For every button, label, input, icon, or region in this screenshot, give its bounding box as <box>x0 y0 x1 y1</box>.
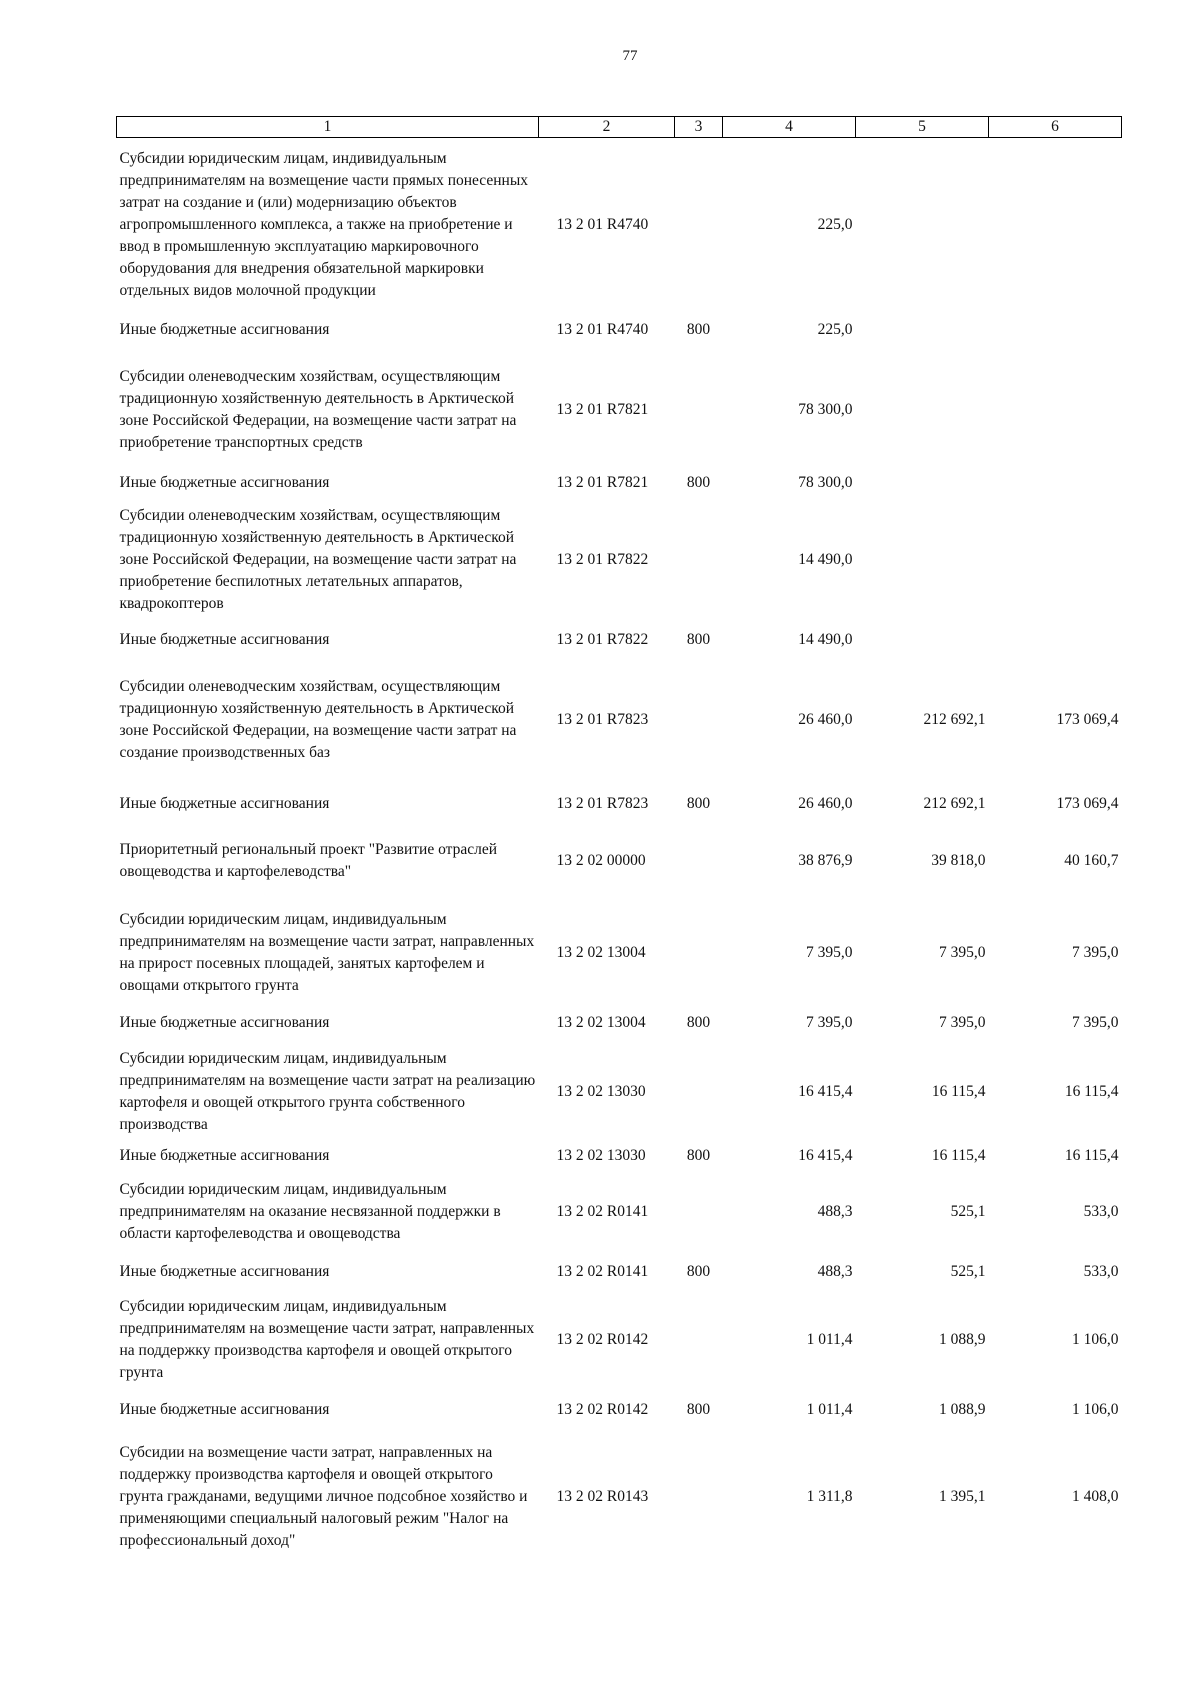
row-value-col5: 16 115,4 <box>931 1146 986 1164</box>
row-value-col5: 7 395,0 <box>939 943 986 961</box>
row-name: Субсидии юридическим лицам, индивидуальным предпринимателям на оказание несвязанной поддержки в области картофелеводства и овощеводства <box>119 1180 501 1242</box>
header-col-2: 2 <box>539 117 675 138</box>
row-expense-type: 800 <box>686 1146 711 1164</box>
row-code: 13 2 02 13030 <box>556 1082 646 1100</box>
row-name: Субсидии юридическим лицам, индивидуальным предпринимателям на возмещение части затрат на реализацию картофеля и овощей открытого грунта собственного производства <box>119 1049 536 1133</box>
row-code: 13 2 02 R0143 <box>556 1487 649 1505</box>
row-name: Иные бюджетные ассигнования <box>119 1400 330 1418</box>
row-name: Иные бюджетные ассигнования <box>119 630 330 648</box>
row-expense-type <box>675 654 723 786</box>
row-name: Субсидии юридическим лицам, индивидуальным предпринимателям на возмещение части затрат, направленных на поддержку производства картофеля и овощей открытого грунта <box>119 1297 535 1381</box>
row-value-col5 <box>856 494 989 626</box>
row-code: 13 2 02 R0141 <box>556 1262 649 1280</box>
row-code: 13 2 02 13030 <box>556 1146 646 1164</box>
row-expense-type: 800 <box>686 794 711 812</box>
row-value-col6: 533,0 <box>1083 1262 1119 1280</box>
row-value-col4: 26 460,0 <box>798 794 853 812</box>
row-expense-type <box>675 900 723 1006</box>
row-expense-type: 800 <box>686 473 711 491</box>
row-code: 13 2 02 13004 <box>556 1013 646 1031</box>
row-code: 13 2 01 R7823 <box>556 710 649 728</box>
row-value-col5 <box>856 138 989 312</box>
header-col-4: 4 <box>723 117 856 138</box>
row-name: Субсидии юридическим лицам, индивидуальным предпринимателям на возмещение части затрат, направленных на прирост посевных площадей, занятых картофелем и овощами открытого грунта <box>119 910 535 994</box>
row-expense-type <box>675 1168 723 1256</box>
table-row <box>117 900 1122 1006</box>
table-row <box>117 472 1122 494</box>
header-col-5: 5 <box>856 117 989 138</box>
row-value-col4: 38 876,9 <box>798 851 853 869</box>
header-col-6: 6 <box>989 117 1122 138</box>
row-expense-type <box>675 138 723 312</box>
row-name: Иные бюджетные ассигнования <box>119 1013 330 1031</box>
row-expense-type: 800 <box>686 321 711 338</box>
row-value-col4: 225,0 <box>817 215 853 233</box>
table-row <box>117 1168 1122 1256</box>
row-code: 13 2 02 R0142 <box>556 1330 649 1348</box>
row-name: Иные бюджетные ассигнования <box>119 473 330 491</box>
row-value-col5 <box>856 626 989 654</box>
table-row <box>117 1392 1122 1428</box>
row-value-col5 <box>856 349 989 472</box>
row-name: Субсидии оленеводческим хозяйствам, осуществляющим традиционную хозяйственную деятельность в Арктической зоне Российской Федерации, на возмещение части затрат на приобретение беспилотных летательных аппаратов, квадрокоптеров <box>119 506 517 612</box>
table-row <box>117 1006 1122 1040</box>
header-row <box>117 117 1122 138</box>
row-value-col5: 39 818,0 <box>931 851 986 869</box>
row-value-col6: 173 069,4 <box>1056 710 1119 728</box>
row-expense-type <box>675 494 723 626</box>
row-code: 13 2 02 R0142 <box>556 1400 649 1418</box>
row-value-col5: 16 115,4 <box>931 1082 986 1100</box>
table-row <box>117 312 1122 349</box>
row-value-col4: 225,0 <box>817 321 853 338</box>
table-row <box>117 1288 1122 1392</box>
table-row <box>117 786 1122 822</box>
row-expense-type <box>675 1428 723 1566</box>
row-name: Субсидии оленеводческим хозяйствам, осуществляющим традиционную хозяйственную деятельность в Арктической зоне Российской Федерации, на возмещение части затрат на приобретение транспортных средств <box>119 368 517 451</box>
row-expense-type: 800 <box>686 1262 711 1280</box>
row-name: Иные бюджетные ассигнования <box>119 1146 330 1164</box>
row-value-col6: 16 115,4 <box>1064 1082 1119 1100</box>
row-value-col6: 1 106,0 <box>1072 1330 1119 1348</box>
table-row <box>117 494 1122 626</box>
row-expense-type: 800 <box>686 630 711 648</box>
row-value-col6: 1 408,0 <box>1072 1487 1119 1505</box>
row-value-col5: 7 395,0 <box>939 1013 986 1031</box>
row-value-col4: 7 395,0 <box>806 1013 853 1031</box>
row-value-col4: 78 300,0 <box>798 401 853 418</box>
row-value-col5 <box>856 312 989 349</box>
row-value-col6 <box>989 138 1122 312</box>
row-value-col6: 1 106,0 <box>1072 1400 1119 1418</box>
row-value-col6: 16 115,4 <box>1064 1146 1119 1164</box>
row-value-col6 <box>989 349 1122 472</box>
row-name: Иные бюджетные ассигнования <box>119 1262 330 1280</box>
row-value-col4: 1 311,8 <box>806 1487 853 1505</box>
table-row <box>117 626 1122 654</box>
row-code: 13 2 01 R4740 <box>556 321 649 338</box>
row-value-col6: 173 069,4 <box>1056 794 1119 812</box>
row-expense-type <box>675 822 723 900</box>
row-value-col4: 78 300,0 <box>798 473 853 491</box>
row-value-col6: 533,0 <box>1083 1202 1119 1220</box>
row-value-col5: 1 395,1 <box>939 1487 986 1505</box>
row-expense-type: 800 <box>686 1013 711 1031</box>
row-value-col4: 1 011,4 <box>806 1400 853 1418</box>
row-value-col5: 212 692,1 <box>923 710 986 728</box>
table-row <box>117 1040 1122 1144</box>
row-value-col6: 7 395,0 <box>1072 1013 1119 1031</box>
row-value-col4: 14 490,0 <box>798 630 853 648</box>
budget-table <box>116 116 1122 1566</box>
table-row <box>117 138 1122 312</box>
row-value-col4: 7 395,0 <box>806 943 853 961</box>
row-code: 13 2 02 R0141 <box>556 1202 649 1220</box>
row-code: 13 2 01 R7823 <box>556 794 649 812</box>
row-value-col6 <box>989 626 1122 654</box>
row-value-col6: 7 395,0 <box>1072 943 1119 961</box>
row-value-col4: 1 011,4 <box>806 1330 853 1348</box>
row-code: 13 2 01 R4740 <box>556 215 649 233</box>
row-value-col5: 1 088,9 <box>939 1330 986 1348</box>
row-code: 13 2 01 R7822 <box>556 550 649 568</box>
row-value-col5: 525,1 <box>950 1202 986 1220</box>
row-name: Субсидии юридическим лицам, индивидуальным предпринимателям на возмещение части прямых понесенных затрат на создание и (или) модернизацию объектов агропромышленного комплекса, а также на приобретение и ввод в промышленную эксплуатацию маркировочного оборудования для внедрения обязательной маркировки отдельных видов молочной продукции <box>119 149 529 299</box>
row-value-col5: 525,1 <box>950 1262 986 1280</box>
row-expense-type: 800 <box>686 1400 711 1418</box>
row-value-col4: 14 490,0 <box>798 550 853 568</box>
row-value-col5: 212 692,1 <box>923 794 986 812</box>
row-code: 13 2 02 00000 <box>556 851 646 869</box>
page-number: 77 <box>622 48 638 64</box>
row-value-col6 <box>989 494 1122 626</box>
row-name: Иные бюджетные ассигнования <box>119 321 330 338</box>
row-code: 13 2 01 R7822 <box>556 630 649 648</box>
row-value-col4: 16 415,4 <box>798 1146 853 1164</box>
row-expense-type <box>675 1288 723 1392</box>
row-value-col6 <box>989 472 1122 494</box>
row-name: Субсидии на возмещение части затрат, направленных на поддержку производства картофеля и овощей открытого грунта гражданами, ведущими личное подсобное хозяйство и применяющими специальный налоговый режим "Налог на профессиональный доход" <box>119 1443 528 1549</box>
row-expense-type <box>675 1040 723 1144</box>
row-value-col5: 1 088,9 <box>939 1400 986 1418</box>
row-name: Субсидии оленеводческим хозяйствам, осуществляющим традиционную хозяйственную деятельность в Арктической зоне Российской Федерации, на возмещение части затрат на создание производственных баз <box>119 677 517 761</box>
row-value-col4: 16 415,4 <box>798 1082 853 1100</box>
row-expense-type <box>675 349 723 472</box>
row-value-col4: 488,3 <box>817 1262 853 1280</box>
row-name: Иные бюджетные ассигнования <box>119 794 330 812</box>
row-code: 13 2 01 R7821 <box>556 401 649 418</box>
header-col-3: 3 <box>675 117 723 138</box>
row-name: Приоритетный региональный проект "Развитие отраслей овощеводства и картофелеводства" <box>119 840 498 880</box>
table-row <box>117 1144 1122 1168</box>
row-value-col4: 26 460,0 <box>798 710 853 728</box>
row-value-col6 <box>989 312 1122 349</box>
table-row <box>117 1428 1122 1566</box>
row-value-col5 <box>856 472 989 494</box>
table-row <box>117 654 1122 786</box>
row-code: 13 2 02 13004 <box>556 943 646 961</box>
table-row <box>117 349 1122 472</box>
row-code: 13 2 01 R7821 <box>556 473 649 491</box>
table-row <box>117 1256 1122 1288</box>
header-col-1: 1 <box>117 117 539 138</box>
row-value-col4: 488,3 <box>817 1202 853 1220</box>
row-value-col6: 40 160,7 <box>1064 851 1119 869</box>
table-row <box>117 822 1122 900</box>
